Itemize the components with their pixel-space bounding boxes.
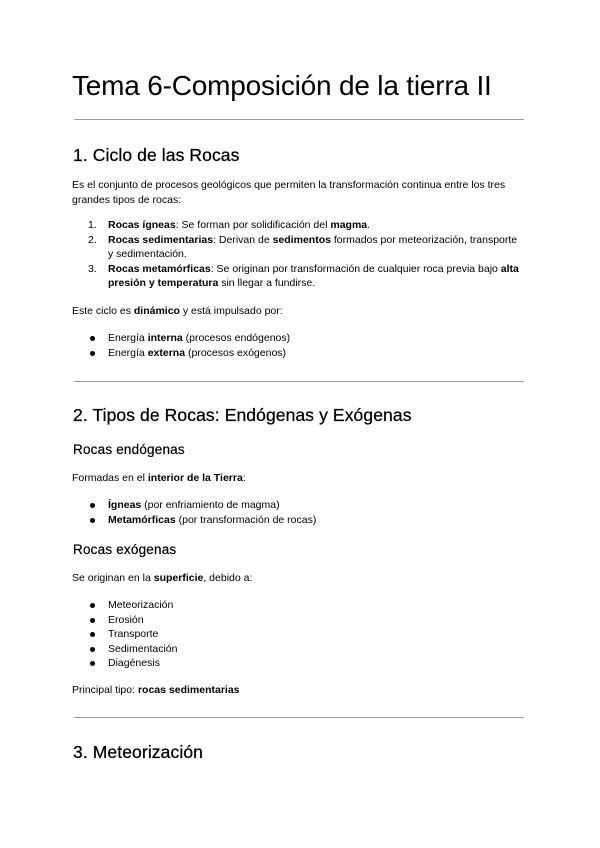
emphasis: interna bbox=[147, 332, 183, 344]
list-number: 1. bbox=[88, 219, 97, 231]
text: Este ciclo es bbox=[72, 305, 134, 317]
emphasis: dinámico bbox=[133, 305, 180, 317]
list-item bbox=[72, 627, 522, 642]
divider bbox=[74, 119, 524, 120]
text: Formadas en el bbox=[72, 472, 148, 484]
emphasis: Ígneas bbox=[108, 499, 142, 511]
list-item bbox=[72, 346, 522, 361]
section-heading-ciclo: 1. Ciclo de las Rocas bbox=[73, 145, 240, 165]
text: , debido a: bbox=[203, 572, 253, 584]
text: (por enfriamiento de magma) bbox=[141, 499, 280, 511]
divider bbox=[74, 381, 524, 382]
bullet-icon bbox=[90, 618, 95, 623]
endo-list bbox=[72, 498, 522, 527]
term: Rocas sedimentarias bbox=[108, 233, 214, 246]
exo-list bbox=[72, 598, 522, 671]
emphasis: alta presión y temperatura bbox=[108, 262, 519, 289]
bullet-icon bbox=[90, 632, 95, 637]
bullet-icon bbox=[90, 661, 95, 666]
text: Principal tipo: bbox=[72, 684, 138, 696]
section-heading-meteorizacion: 3. Meteorización bbox=[73, 742, 203, 762]
text: formados por meteorización, transporte y sedimentación. bbox=[108, 233, 518, 260]
cycle-paragraph bbox=[72, 304, 522, 319]
emphasis: externa bbox=[147, 346, 186, 359]
emphasis: sedimentos bbox=[272, 233, 331, 246]
list-item bbox=[72, 513, 522, 528]
emphasis: magma bbox=[330, 219, 368, 231]
section-intro: Es el conjunto de procesos geológicos que permiten la transformación continua entre los tres grandes tipos de rocas: bbox=[72, 179, 506, 206]
bullet-icon bbox=[90, 647, 95, 652]
text: Energía bbox=[108, 332, 148, 344]
text: (por transformación de rocas) bbox=[175, 513, 317, 526]
emphasis: interior de la Tierra bbox=[147, 472, 243, 484]
bullet-icon bbox=[90, 336, 95, 341]
list-item bbox=[72, 218, 522, 233]
list-number: 3. bbox=[88, 262, 97, 275]
emphasis: Metamórficas bbox=[108, 513, 176, 526]
list-item bbox=[72, 331, 522, 346]
list-item bbox=[72, 613, 522, 628]
text: Meteorización bbox=[108, 599, 174, 611]
text: Energía bbox=[108, 346, 148, 359]
drivers-list bbox=[72, 331, 522, 360]
text: : Se forman por solidificación del bbox=[175, 219, 331, 231]
exo-intro bbox=[72, 571, 522, 586]
text: Sedimentación bbox=[108, 642, 178, 655]
rock-types-list bbox=[72, 218, 522, 291]
list-item bbox=[72, 598, 522, 613]
list-item bbox=[72, 656, 522, 671]
list-number: 2. bbox=[88, 233, 97, 246]
subheading-exogenas: Rocas exógenas bbox=[73, 542, 177, 557]
list-item bbox=[72, 262, 522, 291]
bullet-icon bbox=[90, 603, 95, 608]
emphasis: rocas sedimentarias bbox=[137, 684, 240, 696]
bullet-icon bbox=[90, 503, 95, 508]
term: Rocas metamórficas bbox=[108, 262, 211, 275]
endo-intro bbox=[72, 471, 522, 486]
text: (procesos exógenos) bbox=[185, 346, 287, 359]
text: Erosión bbox=[108, 613, 144, 626]
principal-type bbox=[72, 683, 522, 698]
section-heading-tipos: 2. Tipos de Rocas: Endógenas y Exógenas bbox=[73, 405, 412, 425]
text: : Derivan de bbox=[213, 233, 273, 246]
text: (procesos endógenos) bbox=[182, 332, 291, 344]
text: Transporte bbox=[108, 628, 159, 640]
text: . bbox=[367, 219, 371, 231]
list-item bbox=[72, 642, 522, 657]
document-title: Tema 6-Composición de la tierra II bbox=[72, 70, 492, 101]
text: Se originan en la bbox=[72, 572, 154, 584]
bullet-icon bbox=[90, 518, 95, 523]
text: sin llegar a fundirse. bbox=[218, 277, 316, 289]
term: Rocas ígneas bbox=[108, 219, 176, 231]
text: Diagénesis bbox=[108, 657, 160, 669]
emphasis: superficie bbox=[153, 572, 204, 584]
text: : bbox=[242, 472, 246, 484]
bullet-icon bbox=[90, 351, 95, 356]
text: : Se originan por transformación de cualquier roca previa bajo bbox=[210, 262, 501, 275]
text: y está impulsado por: bbox=[179, 305, 283, 317]
subheading-endogenas: Rocas endógenas bbox=[73, 442, 185, 457]
divider bbox=[74, 717, 524, 718]
list-item bbox=[72, 233, 522, 262]
list-item bbox=[72, 498, 522, 513]
